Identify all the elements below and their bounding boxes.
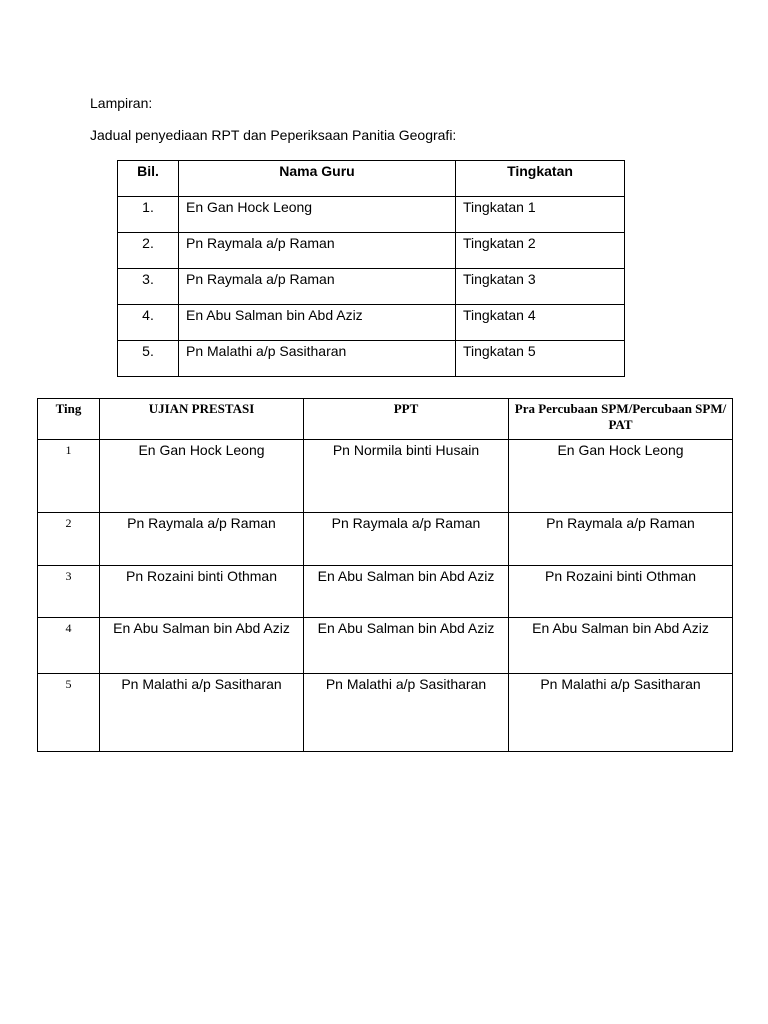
table-cell: En Gan Hock Leong bbox=[179, 197, 456, 233]
header-ujian-prestasi: UJIAN PRESTASI bbox=[100, 399, 304, 440]
table-cell: Tingkatan 2 bbox=[456, 233, 625, 269]
table-cell: Pn Raymala a/p Raman bbox=[179, 269, 456, 305]
table-cell: En Gan Hock Leong bbox=[509, 440, 733, 513]
table-cell: Pn Malathi a/p Sasitharan bbox=[304, 674, 509, 752]
table-cell: Tingkatan 5 bbox=[456, 341, 625, 377]
table-cell: En Abu Salman bin Abd Aziz bbox=[304, 618, 509, 674]
table-row bbox=[38, 513, 733, 566]
table-cell: Pn Malathi a/p Sasitharan bbox=[100, 674, 304, 752]
table-row bbox=[38, 440, 733, 513]
table-row bbox=[118, 341, 625, 377]
table-cell: 5. bbox=[118, 341, 179, 377]
table-cell: 3 bbox=[38, 566, 100, 618]
table-cell: Pn Raymala a/p Raman bbox=[179, 233, 456, 269]
table-cell: Pn Raymala a/p Raman bbox=[509, 513, 733, 566]
table-header-row bbox=[38, 399, 733, 440]
exam-schedule-table bbox=[37, 398, 733, 752]
table-cell: Pn Rozaini binti Othman bbox=[100, 566, 304, 618]
table-cell: 1 bbox=[38, 440, 100, 513]
table-cell: Tingkatan 1 bbox=[456, 197, 625, 233]
table-cell: 4. bbox=[118, 305, 179, 341]
header-pra-percubaan: Pra Percubaan SPM/Percubaan SPM/ PAT bbox=[509, 399, 733, 440]
table-cell: En Abu Salman bin Abd Aziz bbox=[100, 618, 304, 674]
table-cell: 2 bbox=[38, 513, 100, 566]
table-row bbox=[118, 233, 625, 269]
header-tingkatan: Tingkatan bbox=[456, 161, 625, 197]
table-row bbox=[118, 269, 625, 305]
table-cell: 1. bbox=[118, 197, 179, 233]
table-cell: En Abu Salman bin Abd Aziz bbox=[304, 566, 509, 618]
table-cell: Tingkatan 4 bbox=[456, 305, 625, 341]
table-cell: Pn Malathi a/p Sasitharan bbox=[179, 341, 456, 377]
table-cell: 5 bbox=[38, 674, 100, 752]
table-cell: Pn Raymala a/p Raman bbox=[304, 513, 509, 566]
lampiran-label: Lampiran: bbox=[90, 95, 153, 111]
table-cell: 3. bbox=[118, 269, 179, 305]
document-heading: Jadual penyediaan RPT dan Peperiksaan Panitia Geografi: bbox=[90, 127, 457, 143]
table-row bbox=[38, 566, 733, 618]
table-cell: Pn Raymala a/p Raman bbox=[100, 513, 304, 566]
header-bil: Bil. bbox=[118, 161, 179, 197]
table-cell: En Gan Hock Leong bbox=[100, 440, 304, 513]
table-cell: En Abu Salman bin Abd Aziz bbox=[179, 305, 456, 341]
table-row bbox=[118, 305, 625, 341]
table-header-row bbox=[118, 161, 625, 197]
table-row bbox=[118, 197, 625, 233]
table-cell: En Abu Salman bin Abd Aziz bbox=[509, 618, 733, 674]
table-cell: Pn Malathi a/p Sasitharan bbox=[509, 674, 733, 752]
teacher-form-table bbox=[117, 160, 625, 377]
table-cell: 2. bbox=[118, 233, 179, 269]
table-cell: 4 bbox=[38, 618, 100, 674]
table-row bbox=[38, 618, 733, 674]
header-ppt: PPT bbox=[304, 399, 509, 440]
table-cell: Pn Normila binti Husain bbox=[304, 440, 509, 513]
table-cell: Pn Rozaini binti Othman bbox=[509, 566, 733, 618]
header-nama-guru: Nama Guru bbox=[179, 161, 456, 197]
table-row bbox=[38, 674, 733, 752]
table-cell: Tingkatan 3 bbox=[456, 269, 625, 305]
header-ting: Ting bbox=[38, 399, 100, 440]
